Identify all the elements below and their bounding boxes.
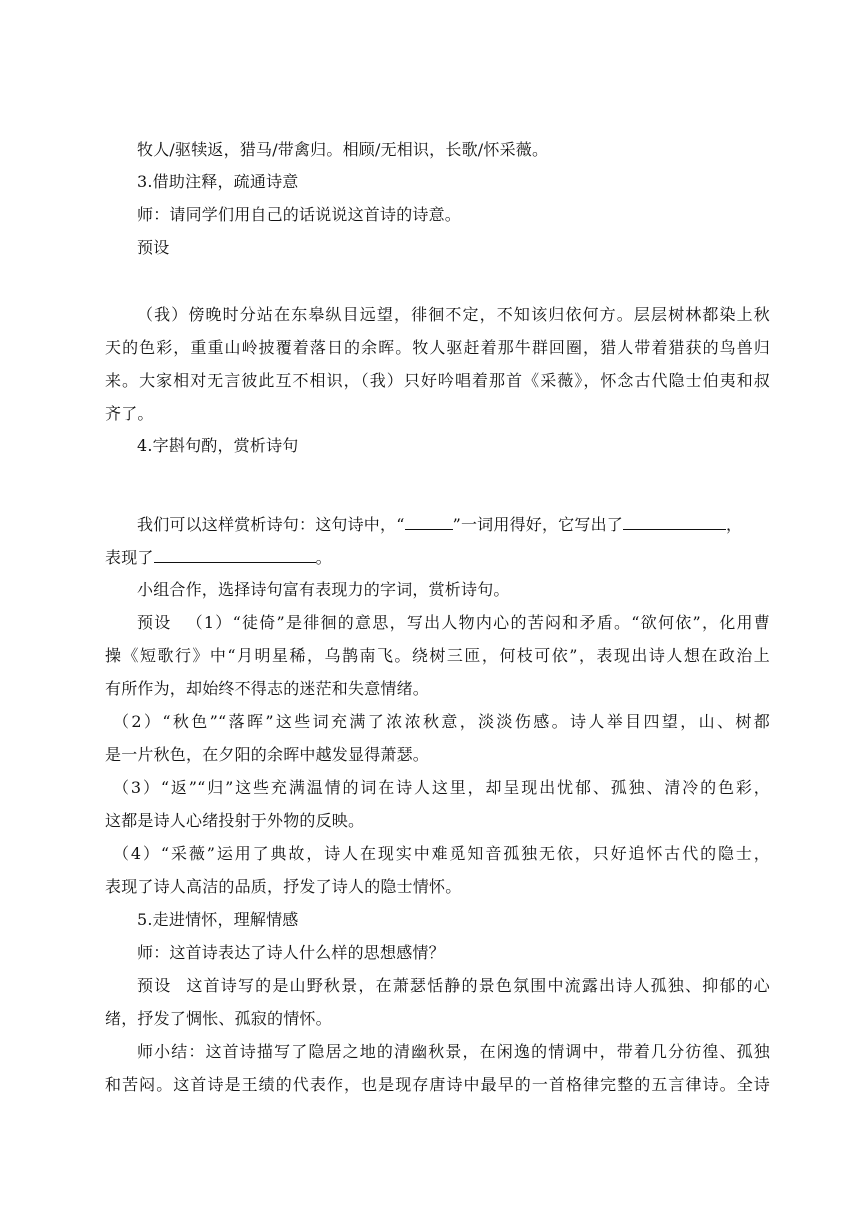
- summary-line-2: 和苦闷。这首诗是王绩的代表作，也是现存唐诗中最早的一首格律完整的五言律诗。全诗: [105, 1075, 770, 1094]
- teacher-question-1: 师：请同学们用自己的话说说这首诗的诗意。: [137, 205, 462, 224]
- fill-text-5: 。: [315, 548, 332, 567]
- translation-line-2: 天的色彩，重重山岭披覆着落日的余晖。牧人驱赶着那牛群回圈，猎人带着猎获的鸟兽归: [105, 338, 770, 357]
- preset-label-1: 预设: [137, 238, 170, 257]
- analysis-1-text: （1）“徒倚”是徘徊的意思，写出人物内心的苦闷和矛盾。“欲何依”，化用曹: [185, 613, 770, 632]
- translation-line-4: 齐了。: [105, 404, 154, 423]
- emotion-answer-line-1: [137, 976, 770, 996]
- teacher-question-2: 师：这首诗表达了诗人什么样的思想感情？: [137, 943, 445, 962]
- analysis-3-line-2: 这都是诗人心绪投射于外物的反映。: [105, 811, 365, 830]
- fill-text-4: 表现了: [105, 548, 154, 567]
- analysis-1-line-1: [137, 613, 770, 633]
- translation-line-1: （我）傍晚时分站在东皋纵目远望，徘徊不定，不知该归依何方。层层树林都染上秋: [137, 305, 770, 324]
- analysis-2-line-2: 是一片秋色，在夕阳的余晖中越发显得萧瑟。: [105, 745, 430, 764]
- analysis-4-line-1: （4）“采薇”运用了典故，诗人在现实中难觅知音孤独无依，只好追怀古代的隐士，: [113, 844, 770, 863]
- fill-blank-line-1: [137, 514, 770, 535]
- analysis-4-line-2: 表现了诗人高洁的品质，抒发了诗人的隐士情怀。: [105, 877, 462, 896]
- translation-line-3: 来。大家相对无言彼此互不相识，（我）只好吟唱着那首《采薇》，怀念古代隐士伯夷和叔: [105, 371, 770, 390]
- fill-blank-word: [405, 514, 453, 530]
- fill-blank-line-2: [105, 547, 770, 568]
- fill-blank-express: [154, 547, 316, 563]
- group-task: 小组合作，选择诗句富有表现力的字词，赏析诗句。: [137, 580, 510, 599]
- preset-label-3: 预设: [137, 976, 172, 995]
- fill-text-2: ”一词用得好，它写出了: [452, 515, 623, 534]
- analysis-1-line-2: 操《短歌行》中“月明星稀，乌鹊南飞。绕树三匝，何枝可依”，表现出诗人想在政治上: [105, 646, 770, 665]
- section-heading-4: 4.字斟句酌，赏析诗句: [137, 436, 299, 455]
- analysis-2-line-1: （2）“秋色”“落晖”这些词充满了浓浓秋意，淡淡伤感。诗人举目四望，山、树都: [113, 712, 770, 731]
- poem-pause-line: 牧人/驱犊返，猎马/带禽归。相顾/无相识，长歌/怀采薇。: [137, 140, 549, 159]
- summary-line-1: 师小结：这首诗描写了隐居之地的清幽秋景，在闲逸的情调中，带着几分彷徨、孤独: [137, 1042, 770, 1061]
- section-heading-3: 3.借助注释，疏通诗意: [137, 172, 299, 191]
- analysis-1-line-3: 有所作为，却始终不得志的迷茫和失意情绪。: [105, 679, 430, 698]
- emotion-answer-line-2: 绪，抒发了惆怅、孤寂的情怀。: [105, 1009, 332, 1028]
- fill-text-3: ，: [725, 515, 743, 534]
- fill-text-1: 我们可以这样赏析诗句：这句诗中，“: [137, 515, 405, 534]
- analysis-3-line-1: （3）“返”“归”这些充满温情的词在诗人这里，却呈现出忧郁、孤独、清冷的色彩，: [113, 778, 770, 797]
- fill-blank-effect: [623, 514, 726, 530]
- emotion-answer-text: 这首诗写的是山野秋景，在萧瑟恬静的景色氛围中流露出诗人孤独、抑郁的心: [185, 976, 770, 995]
- section-heading-5: 5.走进情怀，理解情感: [137, 910, 299, 929]
- preset-label-2: 预设: [137, 613, 172, 632]
